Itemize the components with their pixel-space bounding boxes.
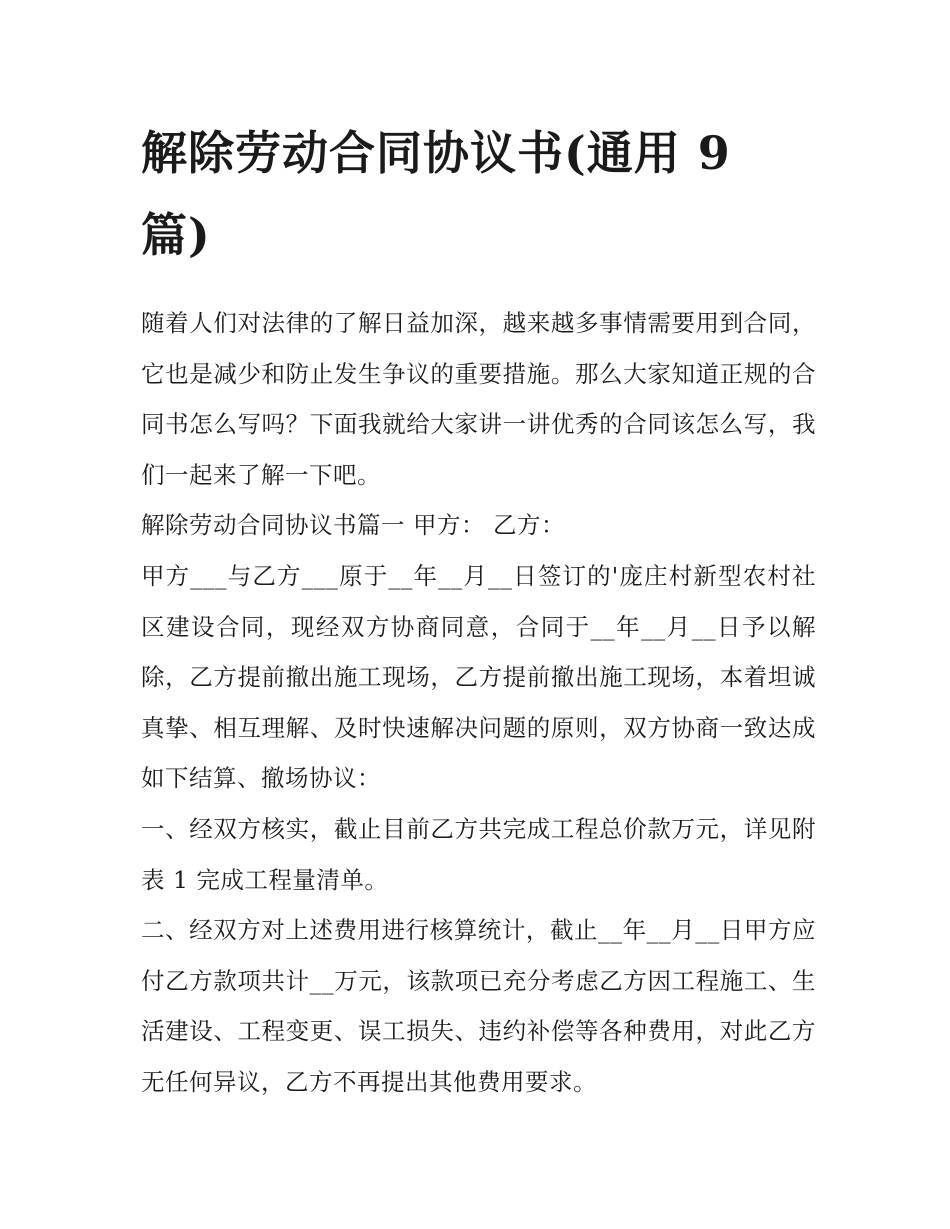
document-page xyxy=(141,112,816,1108)
document-title: 解除劳动合同协议书(通用 9 篇) xyxy=(141,126,731,262)
paragraph-clause-1: 一、经双方核实，截止目前乙方共完成工程总价款万元，详见附表 1 完成工程量清单。 xyxy=(141,814,816,894)
paragraph-contract-termination: 甲方___与乙方___原于__年__月__日签订的'庞庄村新型农村社区建设合同，现经双方协商同意，合同于__年__月__日予以解除，乙方提前撤出施工现场，乙方提前撤出施工现场，本着坦诚真挚、相互理解、及时快速解决问题的原则，双方协商一致达成如下结算、撤场协议： xyxy=(141,561,816,793)
paragraph-intro: 随着人们对法律的了解日益加深，越来越多事情需要用到合同，它也是减少和防止发生争议的重要措施。那么大家知道正规的合同书怎么写吗？下面我就给大家讲一讲优秀的合同该怎么写，我们一起来了解一下吧。 xyxy=(141,309,816,489)
paragraph-clause-2: 二、经双方对上述费用进行核算统计，截止__年__月__日甲方应付乙方款项共计__万元，该款项已充分考虑乙方因工程施工、生活建设、工程变更、误工损失、违约补偿等各种费用，对此乙方无任何异议，乙方不再提出其他费用要求。 xyxy=(141,916,816,1096)
document-body xyxy=(141,298,816,1108)
paragraph-parties: 解除劳动合同协议书篇一 甲方： 乙方： xyxy=(141,511,565,540)
